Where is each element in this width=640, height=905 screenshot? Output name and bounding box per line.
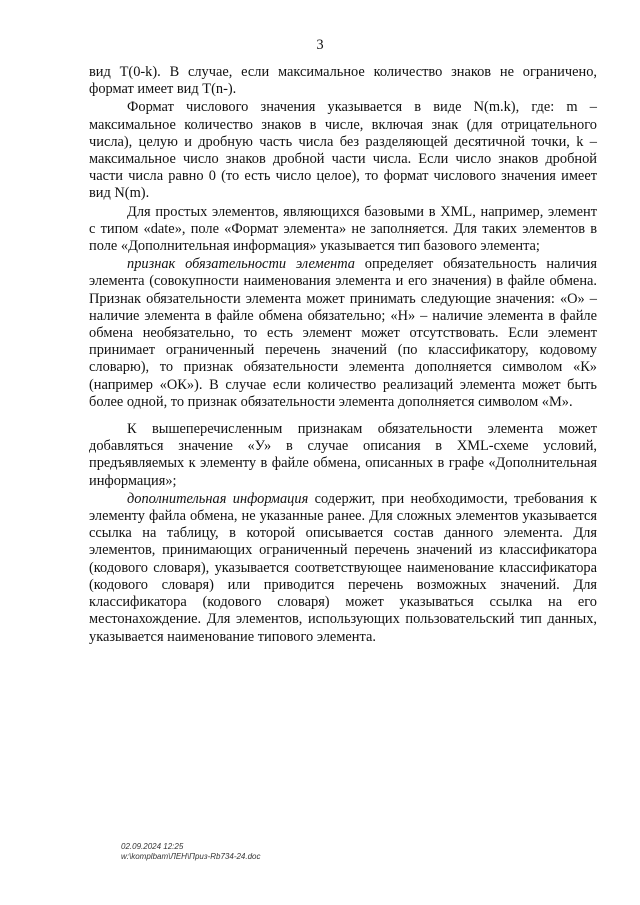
document-body [89, 64, 597, 646]
paragraph [89, 256, 597, 411]
paragraph: вид T(0-k). В случае, если максимальное количество знаков не ограничено, формат имеет вид T(n-). [89, 64, 597, 98]
footer-path: w:\komplbam\ЛЕН\Приз-Rb734-24.doc [121, 852, 261, 861]
paragraph [89, 491, 597, 646]
page-number: 3 [316, 37, 324, 53]
paragraph: Для простых элементов, являющихся базовыми в XML, например, элемент с типом «date», поле «Формат элемента» не заполняется. Для таких элементов в поле «Дополнительная информация» указывается тип базового элемента; [89, 203, 597, 255]
footer-date: 02.09.2024 12:25 [121, 842, 184, 851]
term-italic: дополнительная информация [127, 490, 309, 507]
paragraph-text: содержит, при необходимости, требования к элементу файла обмена, не указанные ранее. Для сложных элементов указывается ссылка на таблицу, в которой описывается состав данного элемента. Для элементов, принимающих ограниченный перечень значений из классификатора (кодового словаря), указывается соответствующее наименование классификатора (кодового словаря) или приводится перечень возможных значений. Для классификатора (кодового словаря) может указываться ссылка на его местонахождение. Для элементов, использующих пользовательский тип данных, указывается наименование типового элемента. [89, 490, 597, 645]
paragraph-text: определяет обязательность наличия элемента (совокупности наименования элемента и его значения) в файле обмена. Признак обязательности элемента может принимать следующие значения: «О» – наличие элемента в файле обмена обязательно; «Н» – наличие элемента в файле обмена необязательно, то есть элемент может отсутствовать. Если элемент принимает ограниченный перечень значений (по классификатору, кодовому словарю), то признак обязательности элемента дополняется символом «К» (например «ОК»). В случае если количество реализаций элемента может быть более одной, то признак обязательности элемента дополняется символом «М». [89, 256, 597, 410]
footer-stamp [121, 842, 261, 862]
term-italic: признак обязательности элемента [127, 256, 355, 273]
paragraph: К вышеперечисленным признакам обязательности элемента может добавляться значение «У» в случае описания в XML-схеме условий, предъявляемых к элементу в файле обмена, описанных в графе «Дополнительная информация»; [89, 421, 597, 489]
paragraph: Формат числового значения указывается в виде N(m.k), где: m – максимальное количество знаков в числе, включая знак (для отрицательного числа), целую и дробную часть числа без разделяющей десятичной точки, k – максимальное число знаков дробной части числа. Если число знаков дробной части числа равно 0 (то есть число целое), то формат числового значения имеет вид N(m). [89, 99, 597, 202]
